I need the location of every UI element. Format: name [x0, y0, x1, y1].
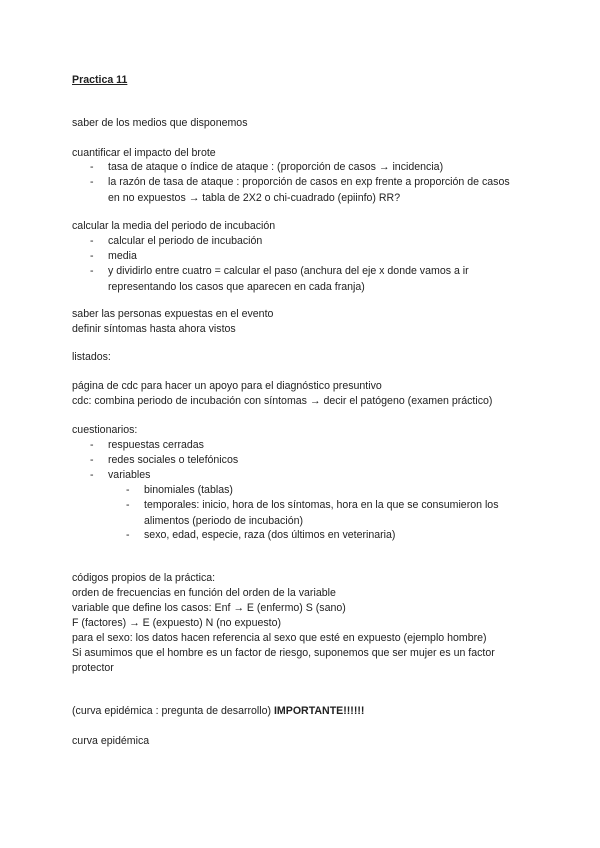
paragraph-listados: listados: — [72, 351, 111, 363]
curva-note: (curva epidémica : pregunta de desarrollo) — [72, 705, 272, 717]
paragraph-sintomas: definir síntomas hasta ahora vistos — [72, 323, 236, 335]
codigos-line: F (factores) → E (expuesto) N (no expuesto) — [72, 617, 282, 629]
section-heading-incubacion: calcular la media del periodo de incubación — [72, 220, 276, 232]
sub-list-item-text: temporales: inicio, hora de los síntomas, hora en la que se consumieron los alimentos (periodo de incubación) — [144, 499, 499, 527]
list-item-text: calcular el periodo de incubación — [108, 235, 263, 247]
section-heading-cuestionarios: cuestionarios: — [72, 424, 138, 436]
section-heading-impacto: cuantificar el impacto del brote — [72, 147, 216, 159]
bullet-dash: - — [90, 235, 94, 247]
page-title: Practica 11 — [72, 74, 128, 86]
important-label: IMPORTANTE!!!!!! — [273, 705, 365, 717]
sub-list-item-text: binomiales (tablas) — [144, 484, 233, 496]
list-item-text: redes sociales o telefónicos — [108, 454, 239, 466]
curva-note-line — [72, 704, 364, 719]
bullet-dash: - — [90, 161, 94, 173]
paragraph-cdc-2: cdc: combina periodo de incubación con síntomas → decir el patógeno (examen práctico) — [72, 395, 493, 407]
bullet-dash: - — [126, 484, 130, 496]
list-item-text: variables — [108, 469, 151, 481]
bullet-dash: - — [90, 176, 94, 188]
bullet-dash: - — [90, 454, 94, 466]
codigos-line: variable que define los casos: Enf → E (enfermo) S (sano) — [72, 602, 346, 614]
codigos-line: protector — [72, 662, 114, 674]
paragraph-cdc-1: página de cdc para hacer un apoyo para el diagnóstico presuntivo — [72, 380, 382, 392]
paragraph-medios: saber de los medios que disponemos — [72, 117, 248, 129]
list-item-text: media — [108, 250, 137, 262]
bullet-dash: - — [90, 265, 94, 277]
codigos-line: códigos propios de la práctica: — [72, 572, 216, 584]
bullet-dash: - — [90, 469, 94, 481]
bullet-dash: - — [90, 250, 94, 262]
codigos-line: para el sexo: los datos hacen referencia al sexo que esté en expuesto (ejemplo hombre) — [72, 632, 487, 644]
list-item-text: la razón de tasa de ataque : proporción de casos en exp frente a proporción de casos en no expuestos → tabla de 2X2 o chi-cuadrado (epiinfo) RR? — [108, 176, 510, 204]
list-item-text: respuestas cerradas — [108, 439, 204, 451]
bullet-dash: - — [126, 499, 130, 511]
bullet-dash: - — [126, 529, 130, 541]
paragraph-expuestas: saber las personas expuestas en el evento — [72, 308, 274, 320]
paragraph-curva: curva epidémica — [72, 735, 150, 747]
sub-list-item-text: sexo, edad, especie, raza (dos últimos en veterinaria) — [144, 529, 396, 541]
bullet-dash: - — [90, 439, 94, 451]
list-item-text: tasa de ataque o índice de ataque : (proporción de casos → incidencia) — [108, 161, 444, 173]
list-item-text: y dividirlo entre cuatro = calcular el paso (anchura del eje x donde vamos a ir representando los casos que aparecen en cada franja) — [108, 265, 469, 293]
codigos-line: Si asumimos que el hombre es un factor de riesgo, suponemos que ser mujer es un factor — [72, 647, 495, 659]
codigos-line: orden de frecuencias en función del orden de la variable — [72, 587, 336, 599]
